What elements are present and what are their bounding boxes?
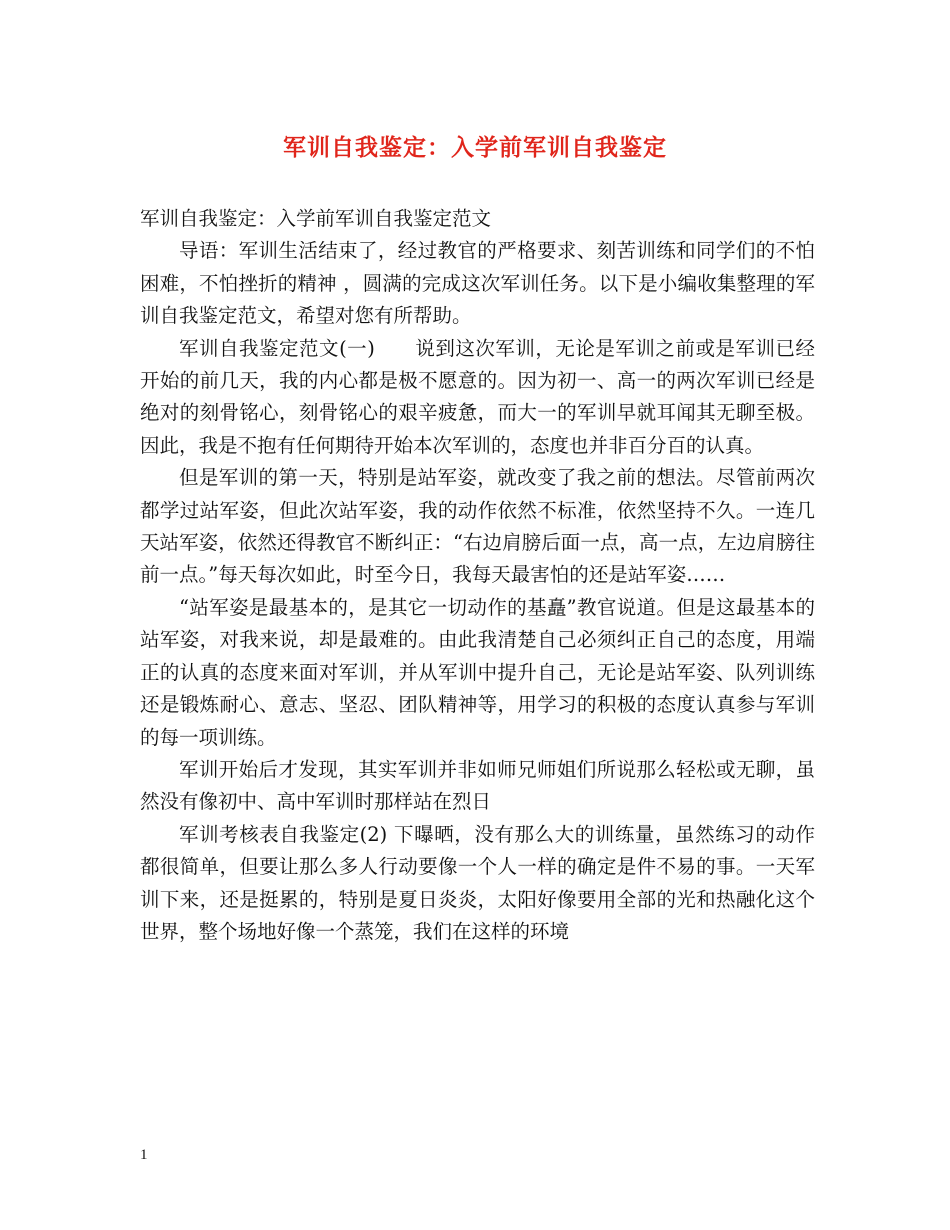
paragraph-first-day: 但是军训的第一天，特别是站军姿，就改变了我之前的想法。尽管前两次都学过站军姿，但此次站军姿，我的动作依然不标准，依然坚持不久。一连几天站军姿，依然还得教官不断纠正：“右边肩膀后面一点，高一点，左边肩膀往前一点。”每天每次如此，时至今日，我每天最害怕的还是站军姿……	[140, 466, 815, 587]
paragraph-basic-stance: “站军姿是最基本的，是其它一切动作的基矗”教官说道。但是这最基本的站军姿，对我来说，却是最难的。由此我清楚自己必须纠正自己的态度，用端正的认真的态度来面对军训，并从军训中提升自己，无论是站军姿、队列训练还是锻炼耐心、意志、坚忍、团队精神等，用学习的积极的态度认真参与军训的每一项训练。	[140, 595, 815, 749]
document-body	[140, 203, 815, 948]
document-subtitle: 军训自我鉴定：入学前军训自我鉴定范文	[140, 207, 492, 230]
document-title: 军训自我鉴定：入学前军训自我鉴定	[283, 134, 667, 161]
page-number: 1	[140, 1147, 148, 1163]
paragraph-intro: 导语：军训生活结束了，经过教官的严格要求、刻苦训练和同学们的不怕困难，不怕挫折的精神 ，圆满的完成这次军训任务。以下是小编收集整理的军训自我鉴定范文，希望对您有所帮助。	[140, 239, 815, 328]
paragraph-after-start: 军训开始后才发现，其实军训并非如师兄师姐们所说那么轻松或无聊，虽然没有像初中、高中军训时那样站在烈日	[140, 757, 815, 814]
paragraph-sample-one: 军训自我鉴定范文(一) 说到这次军训，无论是军训之前或是军训已经开始的前几天，我的内心都是极不愿意的。因为初一、高一的两次军训已经是绝对的刻骨铭心，刻骨铭心的艰辛疲惫，而大一的军训早就耳闻其无聊至极。因此，我是不抱有任何期待开始本次军训的，态度也并非百分百的认真。	[140, 336, 815, 457]
paragraph-assessment: 军训考核表自我鉴定(2) 下曝晒，没有那么大的训练量，虽然练习的动作都很简单，但要让那么多人行动要像一个人一样的确定是件不易的事。一天军训下来，还是挺累的，特别是夏日炎炎，太阳好像要用全部的光和热融化这个世界，整个场地好像一个蒸笼，我们在这样的环境	[140, 822, 815, 943]
